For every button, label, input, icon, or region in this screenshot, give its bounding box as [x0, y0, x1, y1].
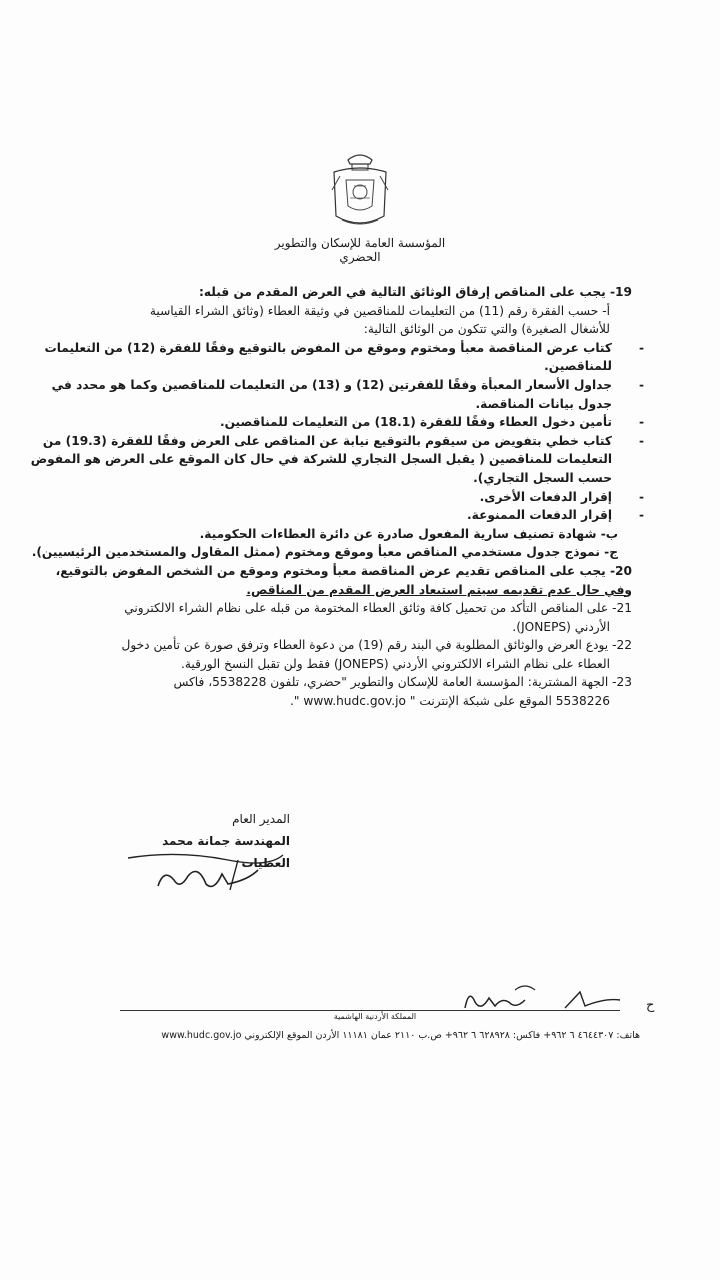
- text-line: حسب السجل التجاري).: [473, 470, 612, 485]
- text-line: العطاء على نظام الشراء الالكتروني الأردني (JONEPS) فقط ولن تقبل النسخ الورقية.: [180, 656, 610, 671]
- handwritten-signature: [118, 850, 288, 895]
- text-line: 23- الجهة المشترية: المؤسسة العامة للإسكان والتطوير "حضري، تلفون 5538228، فاكس: [173, 675, 632, 690]
- text-line: - كتاب عرض المناقصة معبأ ومختوم وموقع من المفوض بالتوقيع وفقًا للفقرة (12) من التعليمات: [92, 339, 632, 358]
- footer-country: المملكة الأردنية الهاشمية: [333, 1012, 417, 1021]
- text-line: وفي حال عدم تقديمه سيتم استبعاد العرض المقدم من المناقص.: [246, 582, 632, 597]
- text-line: - كتاب خطي بتفويض من سيقوم بالتوقيع نيابة عن المناقص على العرض وفقًا للفقرة (19.3) من: [92, 432, 632, 451]
- text-line: - إقرار الدفعات الأخرى.: [92, 488, 632, 507]
- margin-mark: ح: [646, 998, 655, 1013]
- text-line: جدول بيانات المناقصة.: [475, 396, 612, 411]
- signatory-name: المهندسة جمانة محمد العطيات: [162, 834, 290, 870]
- document-body: [30, 283, 632, 711]
- text-line: الأردني (JONEPS).: [512, 619, 610, 634]
- text-line: 20- يجب على المناقص تقديم عرض المناقصة معبأ ومختوم وموقع من الشخص المفوض بالتوقيع،: [55, 563, 632, 578]
- text-line: 5538226 الموقع على شبكة الإنترنت " www.hudc.gov.jo ".: [290, 694, 610, 709]
- footer-contact: هاتف: ٤٦٤٤٣٠٧ ٦ ٩٦٢+ فاكس: ٦٢٨٩٢٨ ٦ ٩٦٢+ ص.ب ٢١١٠ عمان ١١١٨١ الأردن الموقع الإلكتروني www.hudc.gov.jo: [161, 1030, 640, 1041]
- text-line: للأشغال الصغيرة) والتي تتكون من الوثائق التالية:: [363, 322, 610, 337]
- text-line: ب- شهادة تصنيف سارية المفعول صادرة عن دائرة العطاءات الحكومية.: [199, 526, 618, 541]
- text-line: 22- يودع العرض والوثائق المطلوبة في البند رقم (19) من دعوة العطاء وترفق صورة عن تأمين دخول: [121, 638, 632, 653]
- footer-divider: [120, 1010, 620, 1011]
- handwritten-initials: [455, 978, 625, 1018]
- organization-name: المؤسسة العامة للإسكان والتطوير الحضري: [274, 236, 446, 264]
- signatory-title: المدير العام: [232, 812, 290, 826]
- text-line: للمناقصين.: [544, 359, 612, 374]
- text-line: - تأمين دخول العطاء وفقًا للفقرة (18.1) من التعليمات للمناقصين.: [92, 413, 632, 432]
- jordan-coat-of-arms-icon: [328, 150, 392, 232]
- text-line: 21- على المناقص التأكد من تحميل كافة وثائق العطاء المختومة من قبله على نظام الشراء الالكتروني: [124, 601, 632, 616]
- text-line: ج- نموذج جدول مستخدمي المناقص معبأ وموقع ومختوم (ممثل المقاول والمستخدمين الرئيسيين).: [31, 545, 618, 560]
- text-line: - إقرار الدفعات الممنوعة.: [92, 506, 632, 525]
- text-line: التعليمات للمناقصين ( يقبل السجل التجاري للشركة في حال كان الموقع على العرض هو المفوض: [30, 452, 612, 467]
- text-line: 19- يجب على المناقص إرفاق الوثائق التالية في العرض المقدم من قبله:: [199, 285, 632, 299]
- letterhead: [270, 150, 450, 264]
- text-line: أ- حسب الفقرة رقم (11) من التعليمات للمناقصين في وثيقة العطاء (وثائق الشراء القياسية: [149, 303, 610, 318]
- text-line: - جداول الأسعار المعبأة وفقًا للفقرتين (12) و (13) من التعليمات للمناقصين وكما هو محدد في: [92, 376, 632, 395]
